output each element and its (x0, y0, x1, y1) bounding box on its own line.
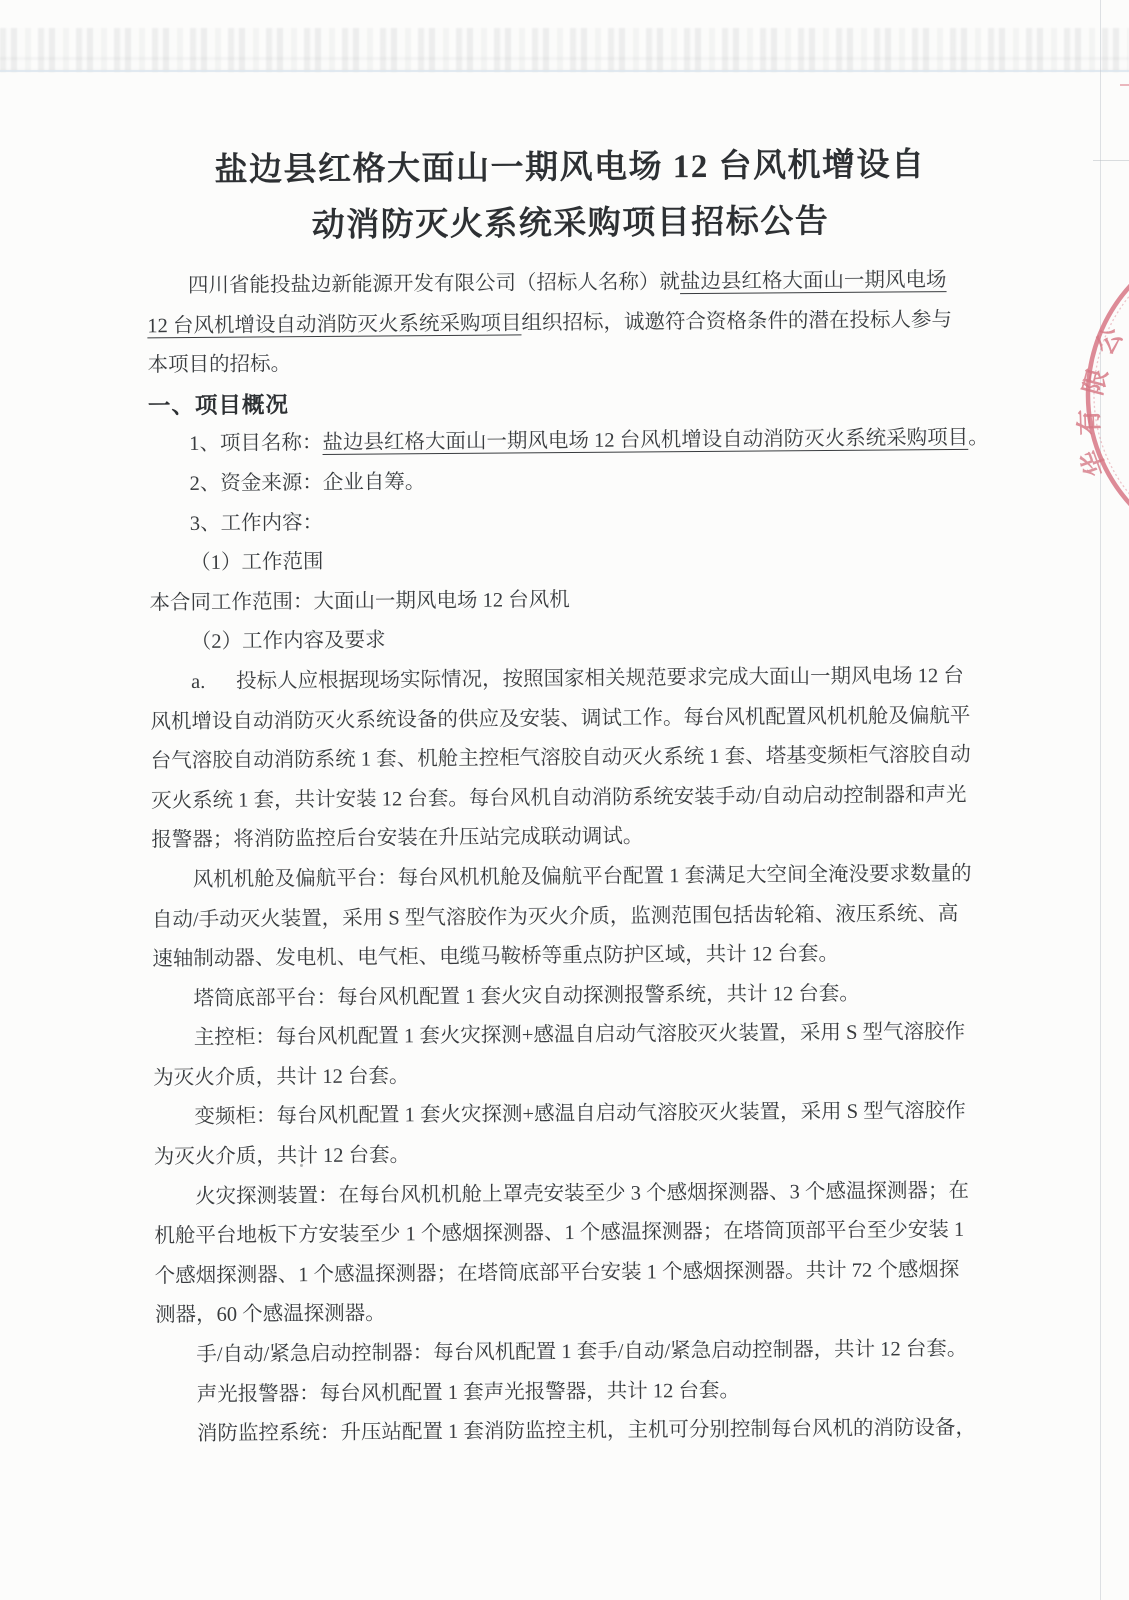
text-segment: （2）工作内容及要求 (190, 629, 386, 654)
edge-tick-mark (1093, 160, 1129, 161)
doc-line (151, 775, 999, 821)
document-body (147, 261, 1004, 1455)
text-segment: 火灾探测装置：在每台风机机舱上罩壳安装至少 3 个感烟探测器、3 个感温探测器；在 (195, 1179, 970, 1208)
doc-line (148, 379, 996, 425)
scanner-artifact-line (0, 70, 1129, 72)
stamp-char: 公 (1089, 322, 1129, 361)
doc-line (151, 815, 999, 861)
text-segment: 测器，60 个感温探测器。 (154, 1302, 386, 1327)
text-segment: 主控柜：每台风机配置 1 套火灾探测+感温自启动气溶胶灭火装置，采用 S 型气溶胶作 (193, 1021, 966, 1050)
doc-line (147, 300, 995, 346)
text-segment: 个感烟探测器、1 个感温探测器；在塔筒底部平台安装 1 个感烟探测器。共计 72 个感烟探 (154, 1258, 960, 1288)
text-segment: 四川省能投盐边新能源开发有限公司（招标人名称）就 (187, 271, 681, 298)
company-seal-stamp (1040, 250, 1129, 550)
document-title-line-1: 盐边县红格大面山一期风电场 12 台风机增设自 (214, 147, 926, 189)
text-segment: 为灭火介质，共计 12 台套。 (153, 1144, 411, 1169)
doc-line (156, 1409, 1004, 1455)
doc-line (154, 1132, 1002, 1178)
text-segment: 灭火系统 1 套，共计安装 12 台套。每台风机自动消防系统安装手动/自动启动控制器和声光 (150, 783, 967, 813)
text-segment: 报警器；将消防监控后台安装在升压站完成联动调试。 (151, 825, 644, 852)
text-segment: a. 投标人应根据现场实际情况，按照国家相关规范要求完成大面山一期风电场 12 台 (191, 664, 964, 693)
document-content (146, 137, 1004, 1455)
doc-line (149, 498, 997, 544)
text-segment: 自动/手动灭火装置，采用 S 型气溶胶作为灭火介质，监测范围包括齿轮箱、液压系统、高 (151, 902, 959, 931)
document-title (146, 137, 995, 256)
page-edge-line (1100, 0, 1101, 1600)
doc-line (147, 261, 995, 307)
text-segment: 机舱平台地板下方安装至少 1 个感烟探测器、1 个感温探测器；在塔筒顶部平台至少安装 1 (154, 1219, 965, 1248)
underlined-text: 盐边县红格大面山一期风电场 (679, 269, 947, 294)
doc-line (152, 934, 1000, 980)
doc-line (155, 1290, 1003, 1336)
stamp-char: 限 (1078, 365, 1114, 399)
doc-line (153, 1053, 1001, 1099)
text-segment: 塔筒底部平台：每台风机配置 1 套火灾自动探测报警系统，共计 12 台套。 (193, 982, 860, 1010)
underlined-text: 盐边县红格大面山一期风电场 12 台风机增设自动消防灭火系统采购项目 (322, 427, 969, 455)
doc-line (149, 577, 997, 623)
doc-line (151, 736, 999, 782)
doc-line (148, 419, 996, 465)
doc-line (155, 1330, 1003, 1376)
doc-line (155, 1250, 1003, 1296)
text-segment: （1）工作范围 (190, 551, 324, 575)
text-segment: 。 (968, 427, 989, 450)
doc-line (147, 340, 995, 386)
doc-line (152, 894, 1000, 940)
document-title-line-2: 动消防灭火系统采购项目招标公告 (311, 203, 830, 245)
doc-line (154, 1171, 1002, 1217)
text-segment: 2、资金来源：企业自筹。 (189, 471, 426, 495)
scanner-noise-band (0, 28, 1129, 72)
doc-line (148, 459, 996, 505)
text-segment: 组织招标，诚邀符合资格条件的潜在投标人参与 (521, 308, 952, 334)
doc-line (156, 1369, 1004, 1415)
stamp-char: 华 (1075, 445, 1113, 481)
doc-line (149, 538, 997, 584)
text-segment: 风机机舱及偏航平台：每台风机机舱及偏航平台配置 1 套满足大空间全淹没要求数量的 (192, 862, 972, 891)
doc-line (153, 1013, 1001, 1059)
text-segment: 3、工作内容： (189, 511, 324, 535)
doc-line (154, 1211, 1002, 1257)
doc-line (150, 657, 998, 703)
text-segment: 本合同工作范围：大面山一期风电场 12 台风机 (149, 588, 570, 615)
text-segment: 变频柜：每台风机配置 1 套火灾探测+感温自启动气溶胶灭火装置，采用 S 型气溶胶作 (194, 1100, 966, 1129)
text-segment: 一、项目概况 (147, 392, 290, 419)
text-segment: 声光报警器：每台风机配置 1 套声光报警器，共计 12 台套。 (196, 1379, 741, 1406)
underlined-text: 12 台风机增设自动消防灭火系统采购项目 (147, 312, 522, 337)
text-segment: 本项目的招标。 (147, 353, 292, 377)
doc-line (150, 696, 998, 742)
doc-line (152, 973, 1000, 1019)
edge-red-mark (1120, 84, 1129, 86)
doc-line (152, 855, 1000, 901)
doc-line (150, 617, 998, 663)
text-segment: 消防监控系统：升压站配置 1 套消防监控主机，主机可分别控制每台风机的消防设备， (196, 1417, 977, 1446)
text-segment: 为灭火介质，共计 12 台套。 (153, 1065, 410, 1090)
text-segment: 台气溶胶自动消防系统 1 套、机舱主控柜气溶胶自动灭火系统 1 套、塔基变频柜气溶胶自动 (150, 744, 971, 773)
text-segment: 1、项目名称： (189, 432, 323, 456)
doc-line (153, 1092, 1001, 1138)
stamp-char: 有 (1074, 408, 1105, 436)
text-segment: 风机增设自动消防灭火系统设备的供应及安装、调试工作。每台风机配置风机机舱及偏航平 (150, 704, 971, 733)
text-segment: 手/自动/紧急启动控制器：每台风机配置 1 套手/自动/紧急启动控制器，共计 12 台套。 (196, 1337, 968, 1367)
text-segment: 速轴制动器、发电机、电气柜、电缆马鞍桥等重点防护区域，共计 12 台套。 (152, 943, 840, 971)
